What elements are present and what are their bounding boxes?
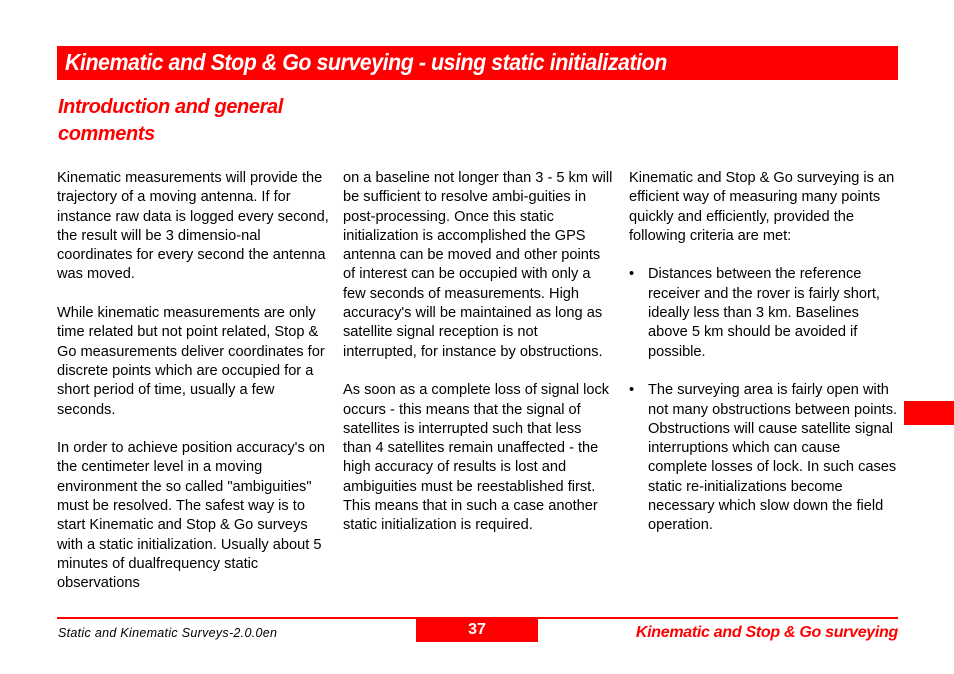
page-number: 37 (468, 621, 486, 638)
page-number-box (416, 619, 538, 642)
paragraph: Kinematic and Stop & Go surveying is an efficient way of measuring many points quickly and efficiently, provided the following criteria are met: (629, 170, 895, 244)
bullet-icon: • (629, 382, 635, 399)
section-heading: Introduction and general comments (58, 96, 283, 145)
paragraph: As soon as a complete loss of signal lock occurs - this means that the signal of satellites is interrupted such that less than 4 satellites remain unaffected - the high accuracy of results is lost and ambiguities must be reestablished first. This means that in such a case another static initialization is required. (343, 382, 610, 534)
list-item (629, 381, 901, 535)
bullet-icon: • (629, 266, 635, 283)
paragraph: Kinematic measurements will provide the trajectory of a moving antenna. If for instance raw data is logged every second, the result will be 3 dimensio-nal coordinates for every second the antenna was moved. (57, 170, 329, 283)
paragraph: While kinematic measurements are only time related but not point related, Stop & Go measurements deliver coordinates for discrete points which are occupied for a short period of time, usually a few seconds. (57, 305, 325, 418)
text-column-2 (343, 169, 613, 555)
document-reference: Static and Kinematic Surveys-2.0.0en (58, 626, 278, 640)
page-title: Kinematic and Stop & Go surveying - using static initialization (65, 49, 667, 75)
text-column-3 (629, 169, 901, 555)
criteria-list (629, 265, 901, 535)
title-bar (57, 46, 898, 80)
list-item-text: The surveying area is fairly open with not many obstructions between points. Obstructions will cause satellite signal interruptions which can cause complete losses of lock. In such cases static re-initializations become necessary which slow down the field operation. (648, 382, 898, 534)
text-column-1 (57, 169, 329, 613)
chapter-title: Kinematic and Stop & Go surveying (635, 624, 898, 641)
list-item-text: Distances between the reference receiver and the rover is fairly short, ideally less than 3 km. Baselines above 5 km should be avoided if possible. (648, 266, 880, 360)
paragraph: on a baseline not longer than 3 - 5 km will be sufficient to resolve ambi-guities in post-processing. Once this static initialization is accomplished the GPS antenna can be moved and other points of interest can be occupied with only a few seconds of measurements. High accuracy's will be maintained as long as satellite signal reception is not interrupted, for instance by obstructions. (343, 170, 613, 360)
chapter-tab-marker (904, 401, 954, 425)
paragraph: In order to achieve position accuracy's on the centimeter level in a moving environment the so called "ambiguities" must be resolved. The safest way is to start Kinematic and Stop & Go surveys with a static initialization. Usually about 5 minutes of dualfrequency static observations (57, 440, 326, 592)
list-item (629, 265, 901, 361)
